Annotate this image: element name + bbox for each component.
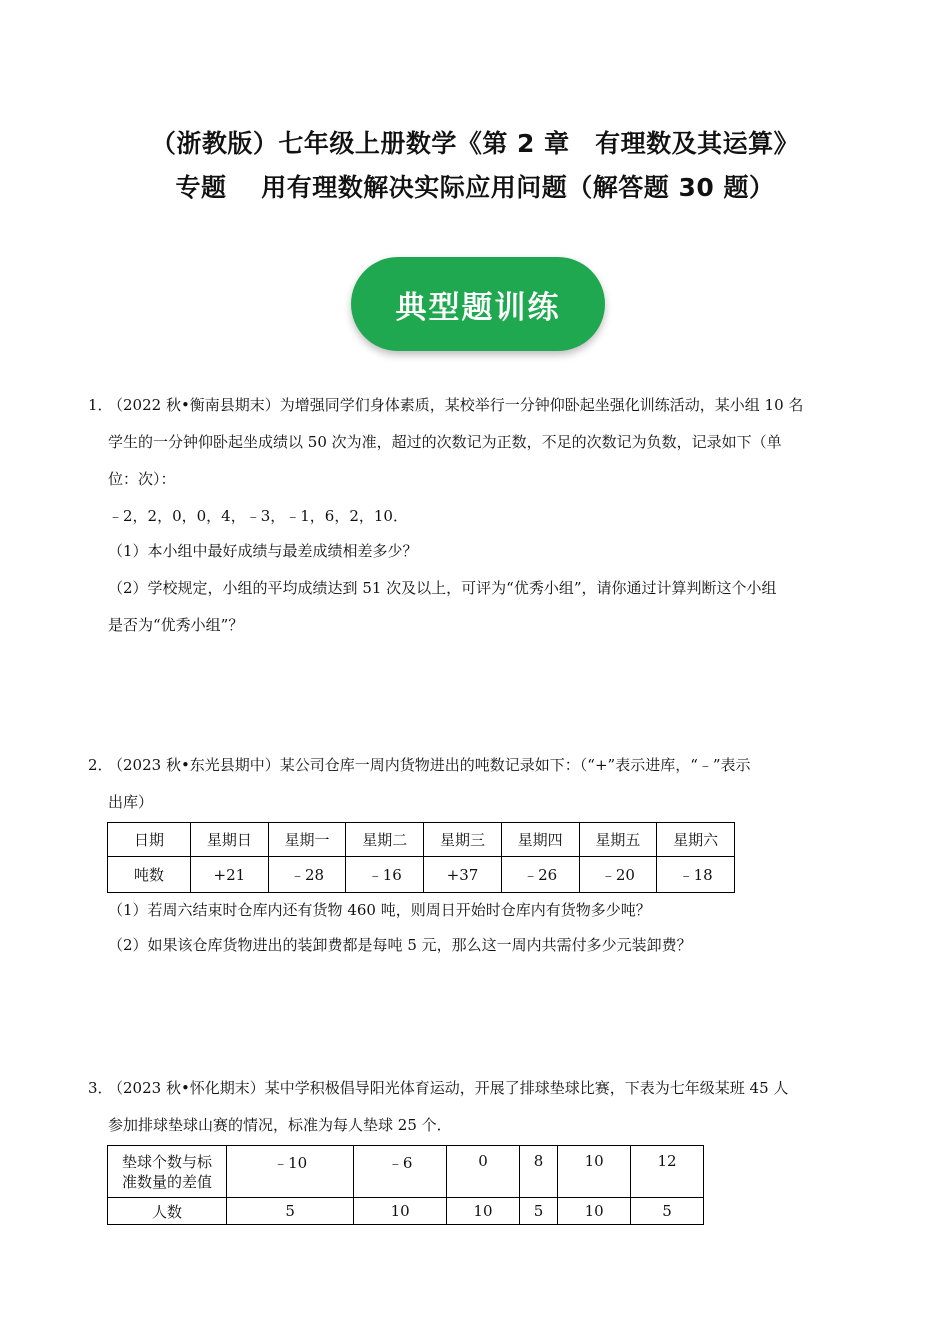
q2-th-thu: 星期四 xyxy=(501,823,579,857)
q3-td-count: 10 xyxy=(354,1198,447,1225)
q3-table xyxy=(107,1145,704,1225)
q2-line2: 出库） xyxy=(108,793,154,811)
q3-line2: 参加排球垫球山赛的情况，标准为每人垫球 25 个． xyxy=(108,1116,452,1134)
q3-td-count: 10 xyxy=(447,1198,520,1225)
q2-td-sun: +21 xyxy=(191,857,269,893)
q3-td-count: 10 xyxy=(558,1198,631,1225)
doc-subtitle: 专题 用有理数解决实际应用问题（解答题 30 题） xyxy=(175,173,775,202)
typical-training-badge: 典型题训练 xyxy=(351,257,605,351)
q3-table-header-row xyxy=(108,1146,704,1198)
q3-th-diff: ﹣6 xyxy=(354,1146,447,1198)
q3-td-count: 5 xyxy=(631,1198,704,1225)
q1-sub2-line2: 是否为“优秀小组”？ xyxy=(108,616,244,634)
q1-line1: （2022 秋•衡南县期末）为增强同学们身体素质，某校举行一分钟仰卧起坐强化训练活动，某小组 10 名 xyxy=(108,396,804,414)
doc-title: （浙教版）七年级上册数学《第 2 章 有理数及其运算》 xyxy=(150,129,800,158)
q1-data: ﹣2，2，0，0，4，﹣3，﹣1，6，2，10． xyxy=(108,507,408,525)
q3-th-diff: 0 xyxy=(447,1146,520,1198)
q3-td-label: 人数 xyxy=(108,1198,227,1225)
q2-table-row xyxy=(108,857,735,893)
q1-sub1: （1）本小组中最好成绩与最差成绩相差多少？ xyxy=(108,542,418,560)
q2-td-fri: ﹣20 xyxy=(579,857,657,893)
q3-th-diff: 10 xyxy=(558,1146,631,1198)
q2-th-date: 日期 xyxy=(108,823,191,857)
q3-th-label-line1: 垫球个数与标 xyxy=(121,1152,212,1171)
q3-th-diff: ﹣10 xyxy=(227,1146,354,1198)
q2-td-mon: ﹣28 xyxy=(268,857,346,893)
q2-td-wed: +37 xyxy=(424,857,502,893)
q2-sub1: （1）若周六结束时仓库内还有货物 460 吨，则周日开始时仓库内有货物多少吨？ xyxy=(108,901,651,919)
q2-sub2: （2）如果该仓库货物进出的装卸费都是每吨 5 元，那么这一周内共需付多少元装卸费？ xyxy=(108,936,692,954)
q2-th-mon: 星期一 xyxy=(268,823,346,857)
q1-number: 1． xyxy=(88,396,113,414)
q3-td-count: 5 xyxy=(519,1198,557,1225)
q2-th-fri: 星期五 xyxy=(579,823,657,857)
q3-th-diff: 8 xyxy=(519,1146,557,1198)
q2-table xyxy=(107,822,735,893)
q3-line1: （2023 秋•怀化期末）某中学积极倡导阳光体育运动，开展了排球垫球比赛，下表为七年级某班 45 人 xyxy=(108,1079,789,1097)
q3-td-count: 5 xyxy=(227,1198,354,1225)
q2-table-header-row xyxy=(108,823,735,857)
q2-line1: （2023 秋•东光县期中）某公司仓库一周内货物进出的吨数记录如下：（“+”表示进库，“﹣”表示 xyxy=(108,756,751,774)
q2-th-sat: 星期六 xyxy=(657,823,735,857)
q1-line3: 位：次）： xyxy=(108,470,176,488)
q3-number: 3． xyxy=(88,1079,113,1097)
q2-th-tue: 星期二 xyxy=(346,823,424,857)
q2-number: 2． xyxy=(88,756,113,774)
q2-th-wed: 星期三 xyxy=(424,823,502,857)
q2-td-sat: ﹣18 xyxy=(657,857,735,893)
q3-th-diff: 12 xyxy=(631,1146,704,1198)
q3-th-label xyxy=(108,1146,227,1198)
q1-sub2-line1: （2）学校规定，小组的平均成绩达到 51 次及以上，可评为“优秀小组”，请你通过计算判断这个小组 xyxy=(108,579,777,597)
q2-th-sun: 星期日 xyxy=(191,823,269,857)
q3-th-label-line2: 准数量的差值 xyxy=(121,1172,212,1191)
q2-td-thu: ﹣26 xyxy=(501,857,579,893)
q2-td-tue: ﹣16 xyxy=(346,857,424,893)
q3-table-row xyxy=(108,1198,704,1225)
q1-line2: 学生的一分钟仰卧起坐成绩以 50 次为准，超过的次数记为正数，不足的次数记为负数，记录如下（单 xyxy=(108,433,782,451)
q2-td-label: 吨数 xyxy=(108,857,191,893)
